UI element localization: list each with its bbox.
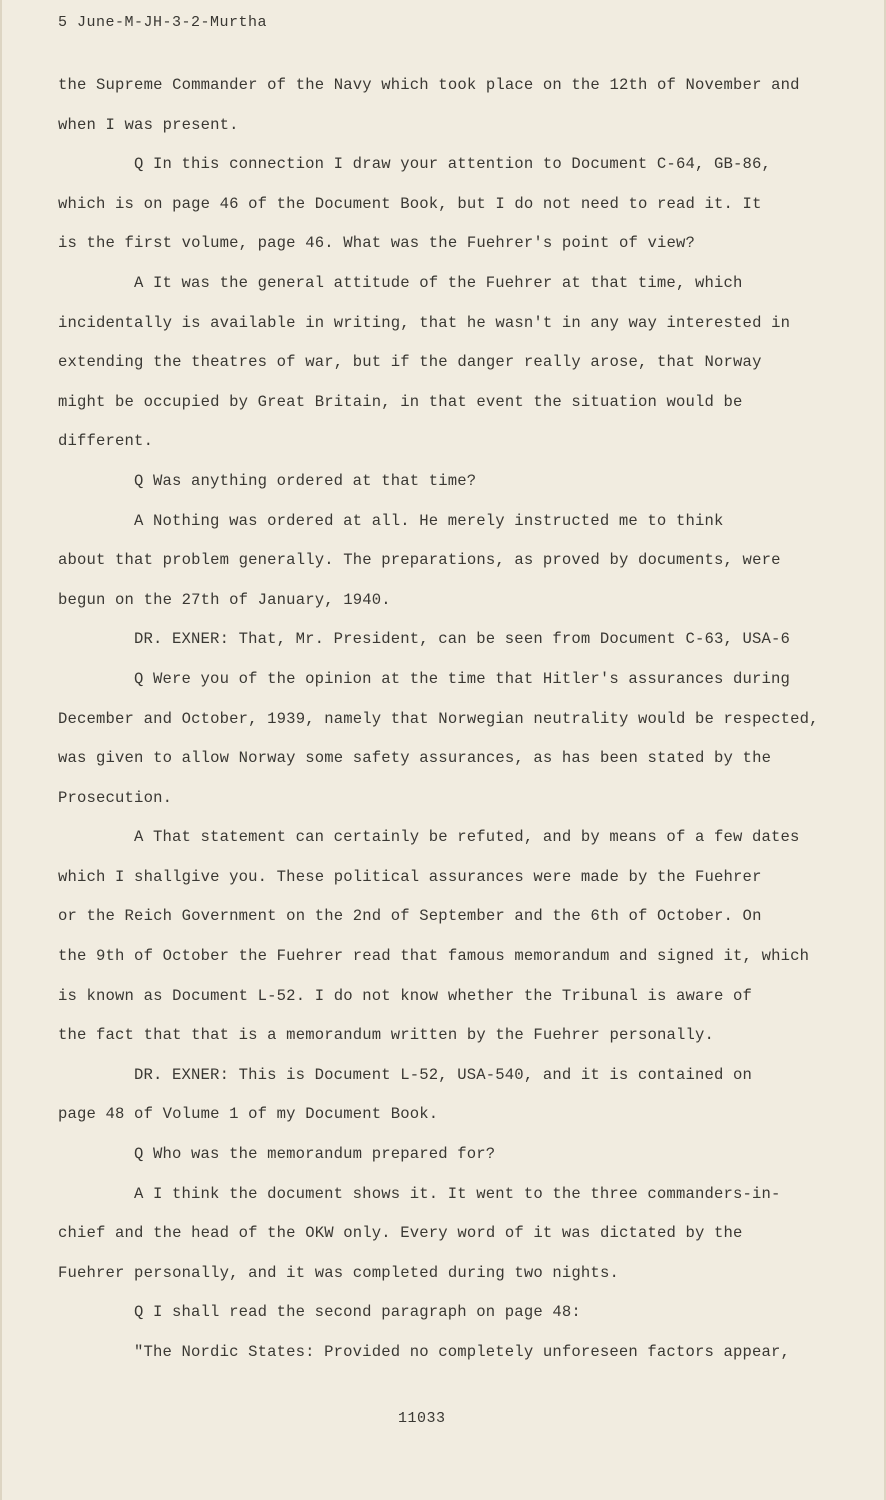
text-line: might be occupied by Great Britain, in that event the situation would be [58, 392, 743, 411]
answer-line: A It was the general attitude of the Fuehrer at that time, which [134, 273, 743, 292]
question-line: Q Who was the memorandum prepared for? [134, 1145, 496, 1164]
text-line: which I shallgive you. These political assurances were made by the Fuehrer [58, 867, 762, 886]
text-line: is known as Document L-52. I do not know whether the Tribunal is aware of [58, 986, 753, 1005]
question-line: Q Were you of the opinion at the time that Hitler's assurances during [134, 669, 791, 688]
speaker-line: DR. EXNER: That, Mr. President, can be seen from Document C-63, USA-6 [134, 630, 791, 649]
text-line: when I was present. [58, 115, 239, 134]
speaker-line: DR. EXNER: This is Document L-52, USA-540, and it is contained on [134, 1065, 753, 1084]
text-line: is the first volume, page 46. What was the Fuehrer's point of view? [58, 234, 696, 253]
text-line: the fact that that is a memorandum written by the Fuehrer personally. [58, 1026, 715, 1045]
page-header: 5 June-M-JH-3-2-Murtha [58, 14, 268, 31]
text-line: begun on the 27th of January, 1940. [58, 590, 391, 609]
text-line: December and October, 1939, namely that Norwegian neutrality would be respected, [58, 709, 819, 728]
page-number: 11033 [398, 1410, 446, 1427]
text-line: different. [58, 432, 154, 451]
text-line: chief and the head of the OKW only. Every word of it was dictated by the [58, 1224, 743, 1243]
answer-line: A That statement can certainly be refuted, and by means of a few dates [134, 828, 800, 847]
text-line: the 9th of October the Fuehrer read that famous memorandum and signed it, which [58, 947, 810, 966]
text-line: incidentally is available in writing, that he wasn't in any way interested in [58, 313, 791, 332]
answer-line: A I think the document shows it. It went to the three commanders-in- [134, 1184, 781, 1203]
transcript-body [58, 72, 838, 1379]
text-line: Prosecution. [58, 788, 173, 807]
question-line: Q I shall read the second paragraph on page 48: [134, 1303, 581, 1322]
answer-line: A Nothing was ordered at all. He merely instructed me to think [134, 511, 724, 530]
text-line: was given to allow Norway some safety assurances, as has been stated by the [58, 749, 772, 768]
text-line: page 48 of Volume 1 of my Document Book. [58, 1105, 439, 1124]
question-line: Q Was anything ordered at that time? [134, 471, 477, 490]
text-line: the Supreme Commander of the Navy which took place on the 12th of November and [58, 76, 800, 94]
quote-line: "The Nordic States: Provided no completely unforeseen factors appear, [134, 1343, 791, 1361]
question-line: Q In this connection I draw your attention to Document C-64, GB-86, [134, 155, 772, 174]
text-line: extending the theatres of war, but if the danger really arose, that Norway [58, 353, 762, 372]
text-line: Fuehrer personally, and it was completed during two nights. [58, 1263, 619, 1282]
text-line: about that problem generally. The preparations, as proved by documents, were [58, 551, 781, 570]
text-line: or the Reich Government on the 2nd of September and the 6th of October. On [58, 907, 762, 926]
text-line: which is on page 46 of the Document Book, but I do not need to read it. It [58, 194, 762, 213]
